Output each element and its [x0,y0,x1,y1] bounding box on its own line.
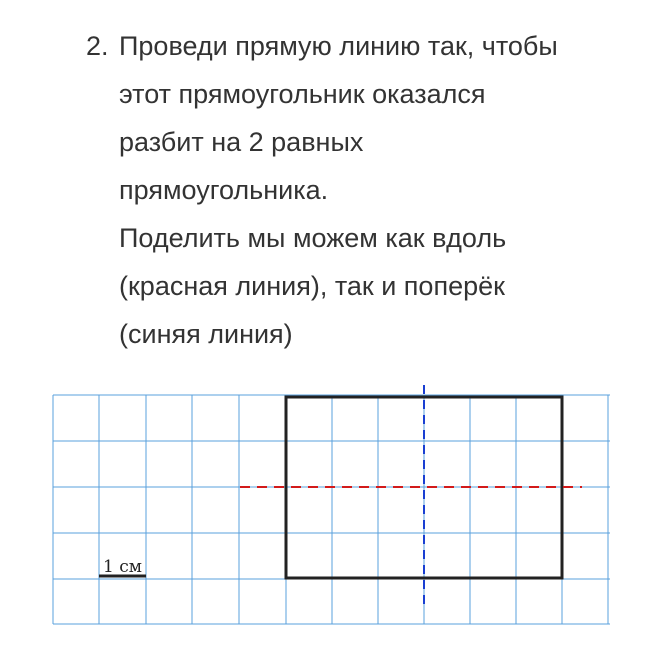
task-text-line: этот прямоугольник оказался [119,79,486,109]
grid-paper [53,395,610,624]
task-text-line: (синяя линия) [119,319,293,349]
task-text-line: разбит на 2 равных [119,127,364,157]
scale-label: 1 см [103,557,142,577]
task-text-line: прямоугольника. [119,175,329,205]
task-number: 2. [86,31,109,61]
task-text-line: (красная линия), так и поперёк [119,271,505,301]
task-text-line: Проведи прямую линию так, чтобы [119,31,558,61]
task-text-line: Поделить мы можем как вдоль [119,223,507,253]
